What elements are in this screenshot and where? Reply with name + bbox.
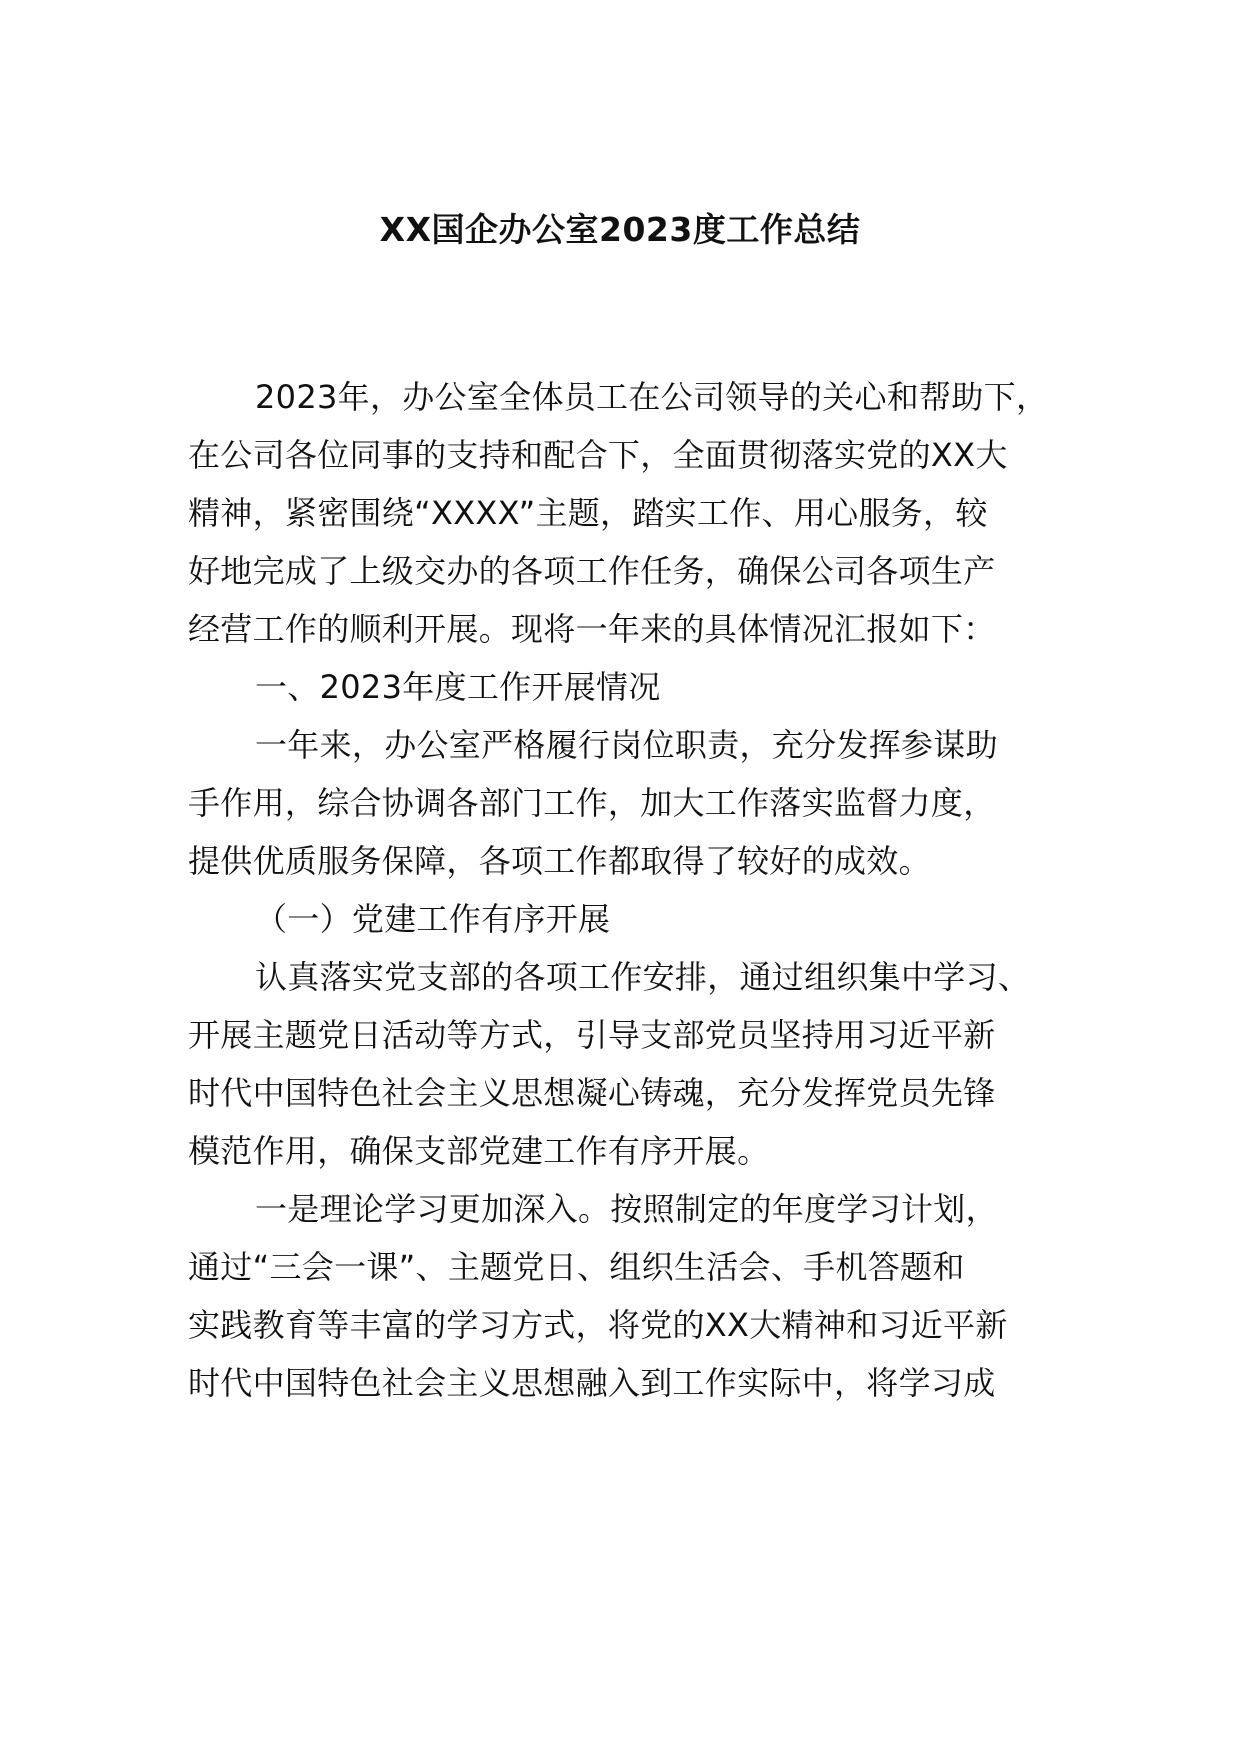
paragraph-line: 精神，紧密围绕“XXXX”主题，踏实工作、用心服务，较: [188, 494, 988, 532]
paragraph-line: 2023年，办公室全体员工在公司领导的关心和帮助下，: [255, 378, 1049, 416]
paragraph-line: 开展主题党日活动等方式，引导支部党员坚持用习近平新: [188, 1016, 996, 1054]
paragraph-line: 经营工作的顺利开展。现将一年来的具体情况汇报如下：: [188, 610, 996, 648]
paragraph-line: 一年来，办公室严格履行岗位职责，充分发挥参谋助: [255, 726, 998, 764]
subsection-heading: （一）党建工作有序开展: [255, 900, 611, 938]
paragraph-line: 实践教育等丰富的学习方式，将党的XX大精神和习近平新: [188, 1306, 1008, 1344]
section-heading: 一、2023年度工作开展情况: [255, 668, 661, 706]
paragraph-line: 一是理论学习更加深入。按照制定的年度学习计划，: [255, 1190, 998, 1228]
paragraph-line: 手作用，综合协调各部门工作，加大工作落实监督力度，: [188, 784, 996, 822]
document-title: XX国企办公室2023度工作总结: [379, 210, 861, 249]
paragraph-line: 时代中国特色社会主义思想凝心铸魂，充分发挥党员先锋: [188, 1074, 996, 1112]
paragraph-line: 模范作用，确保支部党建工作有序开展。: [188, 1132, 770, 1170]
paragraph-line: 在公司各位同事的支持和配合下，全面贯彻落实党的XX大: [188, 436, 1008, 474]
paragraph-line: 时代中国特色社会主义思想融入到工作实际中，将学习成: [188, 1364, 996, 1402]
paragraph-line: 通过“三会一课”、主题党日、组织生活会、手机答题和: [188, 1248, 965, 1286]
paragraph-line: 认真落实党支部的各项工作安排，通过组织集中学习、: [255, 958, 1031, 996]
paragraph-line: 好地完成了上级交办的各项工作任务，确保公司各项生产: [188, 552, 996, 590]
paragraph-line: 提供优质服务保障，各项工作都取得了较好的成效。: [188, 842, 931, 880]
